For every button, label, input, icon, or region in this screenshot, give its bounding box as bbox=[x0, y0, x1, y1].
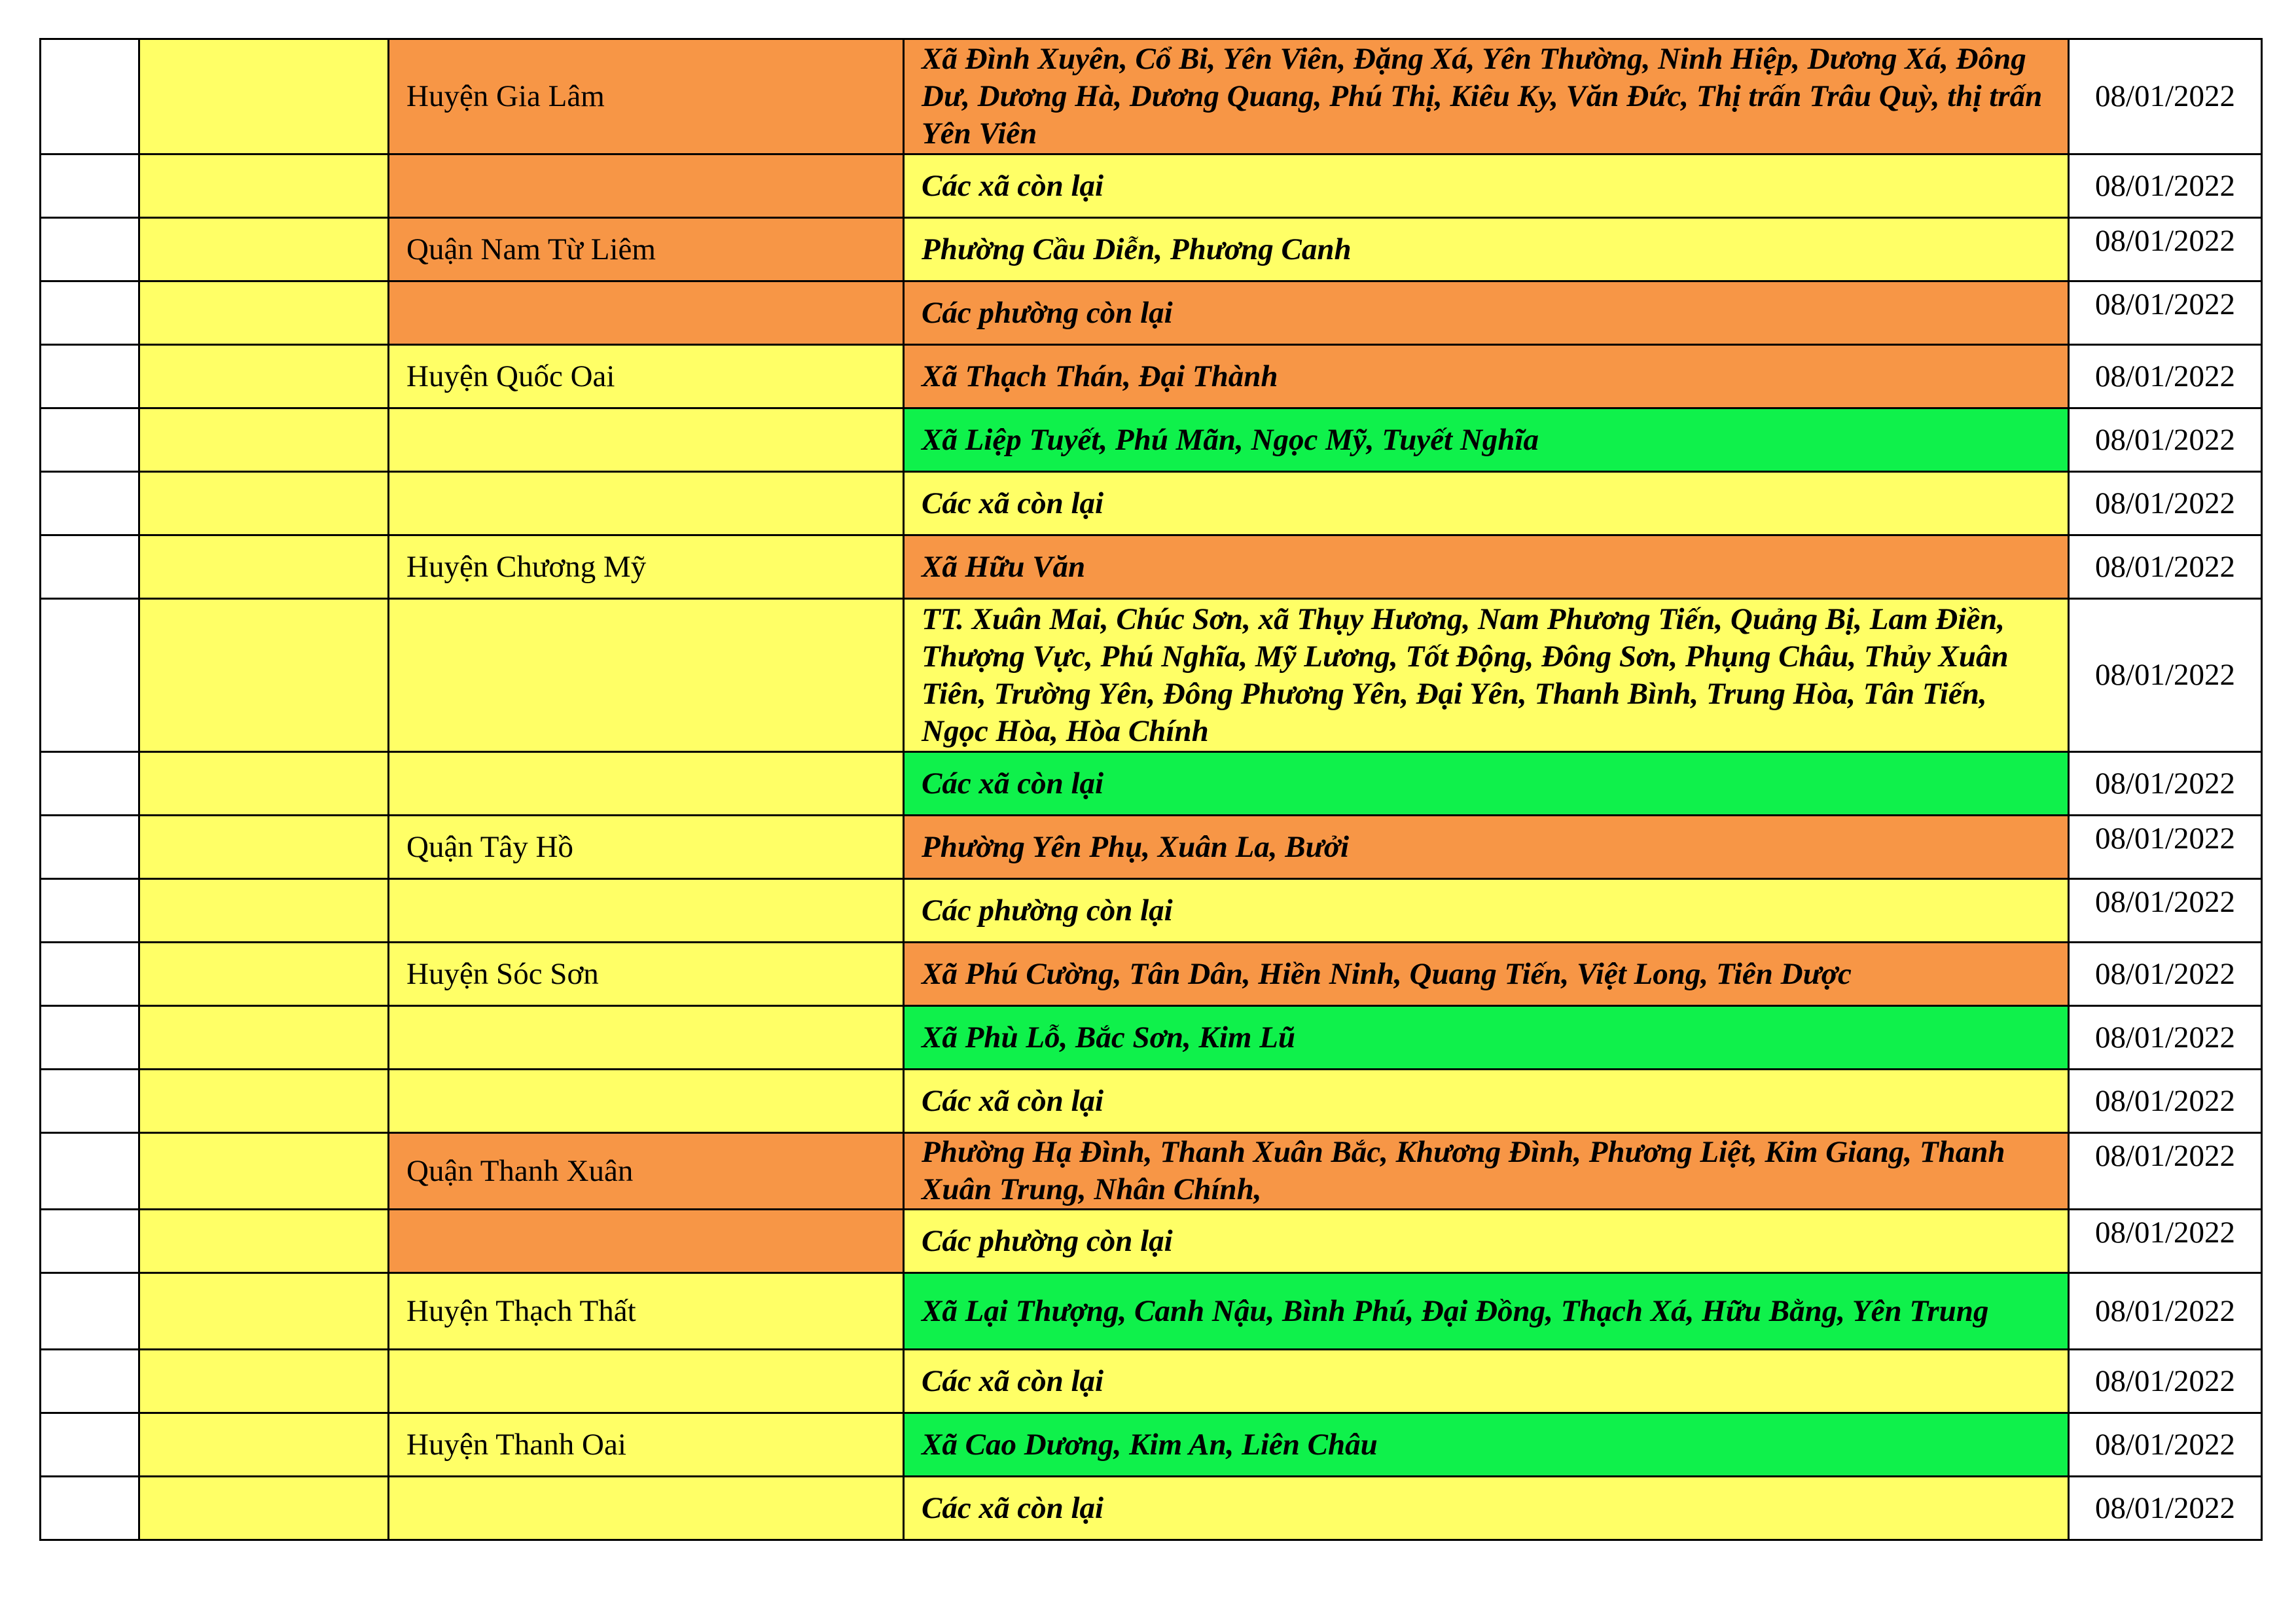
table-body bbox=[41, 39, 2262, 1540]
city-cell bbox=[139, 218, 389, 281]
table-row bbox=[41, 1350, 2262, 1413]
city-cell bbox=[139, 1477, 389, 1540]
date-cell: 08/01/2022 bbox=[2069, 1273, 2262, 1350]
city-cell bbox=[139, 1273, 389, 1350]
index-cell bbox=[41, 943, 139, 1006]
city-cell bbox=[139, 752, 389, 816]
table-row bbox=[41, 408, 2262, 472]
area-cell: Các xã còn lại bbox=[904, 1350, 2069, 1413]
city-cell bbox=[139, 816, 389, 879]
table-row bbox=[41, 1070, 2262, 1133]
district-cell: Huyện Chương Mỹ bbox=[389, 535, 904, 599]
table-row bbox=[41, 879, 2262, 943]
area-cell: Phường Cầu Diễn, Phương Canh bbox=[904, 218, 2069, 281]
area-cell: Xã Phù Lỗ, Bắc Sơn, Kim Lũ bbox=[904, 1006, 2069, 1070]
district-cell bbox=[389, 1477, 904, 1540]
area-cell: Phường Yên Phụ, Xuân La, Bưởi bbox=[904, 816, 2069, 879]
table-row bbox=[41, 1477, 2262, 1540]
date-cell: 08/01/2022 bbox=[2069, 1070, 2262, 1133]
table-row bbox=[41, 535, 2262, 599]
city-cell bbox=[139, 1006, 389, 1070]
city-cell bbox=[139, 281, 389, 345]
index-cell bbox=[41, 1413, 139, 1477]
city-cell bbox=[139, 879, 389, 943]
date-cell: 08/01/2022 bbox=[2069, 1477, 2262, 1540]
table-row bbox=[41, 943, 2262, 1006]
district-cell bbox=[389, 599, 904, 752]
date-cell: 08/01/2022 bbox=[2069, 281, 2262, 345]
index-cell bbox=[41, 408, 139, 472]
index-cell bbox=[41, 154, 139, 218]
district-cell bbox=[389, 472, 904, 535]
city-cell bbox=[139, 345, 389, 408]
index-cell bbox=[41, 281, 139, 345]
index-cell bbox=[41, 752, 139, 816]
index-cell bbox=[41, 599, 139, 752]
district-cell bbox=[389, 1350, 904, 1413]
table-row bbox=[41, 218, 2262, 281]
index-cell bbox=[41, 218, 139, 281]
district-cell bbox=[389, 1006, 904, 1070]
date-cell: 08/01/2022 bbox=[2069, 1210, 2262, 1273]
index-cell bbox=[41, 345, 139, 408]
area-cell: Các xã còn lại bbox=[904, 752, 2069, 816]
district-cell bbox=[389, 408, 904, 472]
date-cell: 08/01/2022 bbox=[2069, 816, 2262, 879]
area-cell: Các xã còn lại bbox=[904, 1070, 2069, 1133]
area-cell: Xã Phú Cường, Tân Dân, Hiền Ninh, Quang Tiến, Việt Long, Tiên Dược bbox=[904, 943, 2069, 1006]
date-cell: 08/01/2022 bbox=[2069, 1006, 2262, 1070]
district-cell bbox=[389, 1070, 904, 1133]
area-cell: Xã Đình Xuyên, Cổ Bi, Yên Viên, Đặng Xá, Yên Thường, Ninh Hiệp, Dương Xá, Đông Dư, Dương Hà, Dương Quang, Phú Thị, Kiêu Ky, Văn Đức, Thị trấn Trâu Quỳ, thị trấn Yên Viên bbox=[904, 39, 2069, 154]
date-cell: 08/01/2022 bbox=[2069, 943, 2262, 1006]
index-cell bbox=[41, 879, 139, 943]
district-cell: Huyện Thạch Thất bbox=[389, 1273, 904, 1350]
index-cell bbox=[41, 535, 139, 599]
area-cell: Xã Cao Dương, Kim An, Liên Châu bbox=[904, 1413, 2069, 1477]
district-cell: Quận Thanh Xuân bbox=[389, 1133, 904, 1210]
table-row bbox=[41, 816, 2262, 879]
index-cell bbox=[41, 816, 139, 879]
district-cell bbox=[389, 154, 904, 218]
city-cell bbox=[139, 943, 389, 1006]
district-cell: Huyện Gia Lâm bbox=[389, 39, 904, 154]
date-cell: 08/01/2022 bbox=[2069, 39, 2262, 154]
date-cell: 08/01/2022 bbox=[2069, 1413, 2262, 1477]
date-cell: 08/01/2022 bbox=[2069, 879, 2262, 943]
index-cell bbox=[41, 1133, 139, 1210]
date-cell: 08/01/2022 bbox=[2069, 408, 2262, 472]
district-cell: Quận Nam Từ Liêm bbox=[389, 218, 904, 281]
area-cell: Các phường còn lại bbox=[904, 879, 2069, 943]
index-cell bbox=[41, 1210, 139, 1273]
table-row bbox=[41, 154, 2262, 218]
index-cell bbox=[41, 472, 139, 535]
city-cell bbox=[139, 535, 389, 599]
date-cell: 08/01/2022 bbox=[2069, 752, 2262, 816]
index-cell bbox=[41, 1350, 139, 1413]
area-cell: Xã Hữu Văn bbox=[904, 535, 2069, 599]
date-cell: 08/01/2022 bbox=[2069, 1133, 2262, 1210]
table-row bbox=[41, 1133, 2262, 1210]
district-cell: Huyện Thanh Oai bbox=[389, 1413, 904, 1477]
date-cell: 08/01/2022 bbox=[2069, 154, 2262, 218]
district-cell: Huyện Quốc Oai bbox=[389, 345, 904, 408]
table-row bbox=[41, 1413, 2262, 1477]
city-cell bbox=[139, 1133, 389, 1210]
city-cell bbox=[139, 472, 389, 535]
area-cell: Các xã còn lại bbox=[904, 472, 2069, 535]
area-cell: Các xã còn lại bbox=[904, 154, 2069, 218]
area-cell: Xã Liệp Tuyết, Phú Mãn, Ngọc Mỹ, Tuyết Nghĩa bbox=[904, 408, 2069, 472]
district-cell: Huyện Sóc Sơn bbox=[389, 943, 904, 1006]
zone-classification-sheet bbox=[39, 38, 2261, 1541]
city-cell bbox=[139, 39, 389, 154]
area-cell: Các phường còn lại bbox=[904, 281, 2069, 345]
area-cell: Các phường còn lại bbox=[904, 1210, 2069, 1273]
date-cell: 08/01/2022 bbox=[2069, 599, 2262, 752]
index-cell bbox=[41, 1006, 139, 1070]
city-cell bbox=[139, 1070, 389, 1133]
area-cell: Xã Thạch Thán, Đại Thành bbox=[904, 345, 2069, 408]
table-row bbox=[41, 281, 2262, 345]
city-cell bbox=[139, 1413, 389, 1477]
date-cell: 08/01/2022 bbox=[2069, 1350, 2262, 1413]
table-row bbox=[41, 752, 2262, 816]
district-cell bbox=[389, 752, 904, 816]
area-cell: TT. Xuân Mai, Chúc Sơn, xã Thụy Hương, Nam Phương Tiến, Quảng Bị, Lam Điền, Thượng Vực, Phú Nghĩa, Mỹ Lương, Tốt Động, Đông Sơn, Phụng Châu, Thủy Xuân Tiên, Trường Yên, Đông Phương Yên, Đại Yên, Thanh Bình, Trung Hòa, Tân Tiến, Ngọc Hòa, Hòa Chính bbox=[904, 599, 2069, 752]
date-cell: 08/01/2022 bbox=[2069, 472, 2262, 535]
index-cell bbox=[41, 39, 139, 154]
table-row bbox=[41, 1210, 2262, 1273]
table-row bbox=[41, 599, 2262, 752]
table-row bbox=[41, 345, 2262, 408]
table-row bbox=[41, 472, 2262, 535]
district-cell bbox=[389, 879, 904, 943]
table-row bbox=[41, 1273, 2262, 1350]
table-row bbox=[41, 1006, 2262, 1070]
area-cell: Các xã còn lại bbox=[904, 1477, 2069, 1540]
date-cell: 08/01/2022 bbox=[2069, 345, 2262, 408]
city-cell bbox=[139, 1210, 389, 1273]
city-cell bbox=[139, 1350, 389, 1413]
district-cell: Quận Tây Hồ bbox=[389, 816, 904, 879]
date-cell: 08/01/2022 bbox=[2069, 535, 2262, 599]
table-row bbox=[41, 39, 2262, 154]
city-cell bbox=[139, 408, 389, 472]
zone-table bbox=[39, 38, 2263, 1541]
index-cell bbox=[41, 1273, 139, 1350]
district-cell bbox=[389, 281, 904, 345]
date-cell: 08/01/2022 bbox=[2069, 218, 2262, 281]
index-cell bbox=[41, 1477, 139, 1540]
area-cell: Xã Lại Thượng, Canh Nậu, Bình Phú, Đại Đồng, Thạch Xá, Hữu Bằng, Yên Trung bbox=[904, 1273, 2069, 1350]
city-cell bbox=[139, 599, 389, 752]
district-cell bbox=[389, 1210, 904, 1273]
index-cell bbox=[41, 1070, 139, 1133]
area-cell: Phường Hạ Đình, Thanh Xuân Bắc, Khương Đình, Phương Liệt, Kim Giang, Thanh Xuân Trung, Nhân Chính, bbox=[904, 1133, 2069, 1210]
city-cell bbox=[139, 154, 389, 218]
